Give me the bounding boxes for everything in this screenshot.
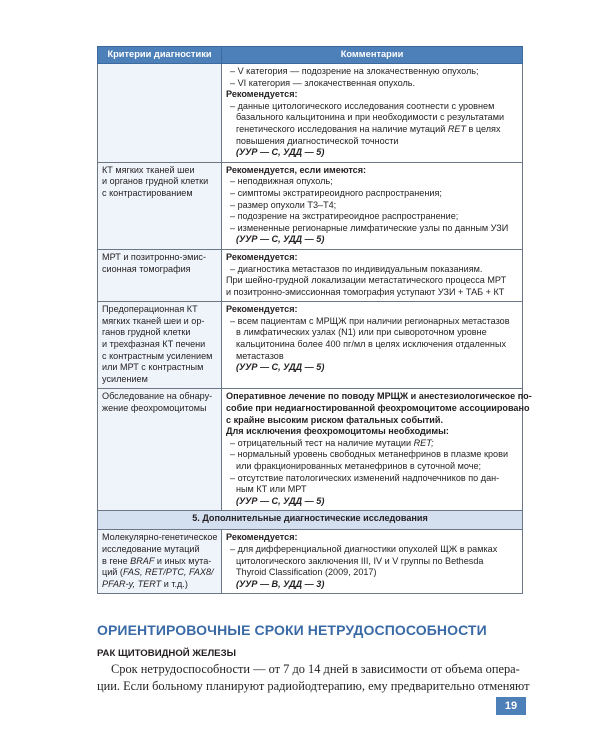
criteria-line: Обследование на обнару- [102, 391, 213, 402]
comment-line: и позитронно-эмиссионная томография уступают УЗИ + ТАБ + КТ [226, 286, 505, 297]
comment-cell [222, 249, 523, 301]
comment-text: генетического исследования на наличие мутаций [236, 123, 448, 134]
recommendation-label: Рекомендуется: [226, 251, 298, 262]
diagnostic-criteria-table [97, 46, 532, 594]
criteria-line: и органов грудной клетки [102, 176, 209, 187]
comment-line: – неподвижная опухоль; [230, 176, 333, 187]
comment-line: – всем пациентам с МРЩЖ при наличии регионарных метастазов [230, 315, 510, 326]
table-header-row [98, 47, 523, 64]
criteria-line: жение феохромоцитомы [102, 403, 207, 414]
table-row [98, 64, 523, 163]
comment-text: в целях [466, 123, 501, 134]
comment-line: ным КТ или МРТ [236, 484, 307, 495]
comment-cell [222, 389, 532, 511]
comment-line [226, 124, 518, 136]
comment-line: – данные цитологического исследования соотнести с уровнем [230, 100, 495, 111]
evidence-grade: (УУР — С, УДД — 5) [236, 495, 325, 506]
gene-name: FAS, RET/PTC, FAX8/ [122, 567, 214, 578]
comment-cell [222, 64, 523, 163]
criteria-line [102, 556, 217, 568]
criteria-cell [98, 249, 222, 301]
comment-cell [222, 530, 523, 594]
comment-line: в лимфатических узлах (N1) или при сывороточном уровне [236, 327, 487, 338]
table-row [98, 302, 523, 389]
recommendation-label: Рекомендуется: [226, 89, 298, 100]
paragraph-line: ции. Если больному планируют радиойодтерапию, ему предварительно отменяют [97, 678, 530, 693]
comment-line: – V категория — подозрение на злокачественную опухоль; [230, 66, 479, 76]
criteria-line [102, 579, 217, 591]
criteria-text: и т.д.) [161, 578, 188, 589]
criteria-line: Предоперационная КТ [102, 304, 198, 315]
comment-line: – симптомы экстратиреоидного распространения; [230, 187, 442, 198]
criteria-line: Молекулярно-генетическое [102, 532, 218, 543]
criteria-line: КТ мягких тканей шеи [102, 164, 195, 175]
page-number: 19 [496, 697, 526, 715]
comment-line: метастазов [236, 350, 284, 361]
comment-line: повышения диагностической точности [236, 135, 399, 146]
comment-line: собие при недиагностированной феохромоцитоме ассоциировано [226, 403, 530, 414]
gene-name: RET; [413, 437, 434, 448]
criteria-line: МРТ и позитронно-эмис- [102, 251, 207, 262]
evidence-grade: (УУР — С, УДД — 5) [236, 234, 325, 245]
section-row [98, 511, 523, 530]
comment-line: – подозрение на экстратиреоидное распространение; [230, 211, 459, 222]
criteria-line [102, 567, 217, 579]
criteria-line: с контрастным усилением [102, 350, 213, 361]
criteria-line: с контрастированием [102, 187, 193, 198]
recommendation-label: Рекомендуется, если имеются: [226, 164, 367, 175]
criteria-text: и иных мута- [154, 555, 212, 566]
criteria-line: и трехфазная КТ печени [102, 339, 206, 350]
comment-line: с крайне высоким риском фатальных событий. [226, 414, 443, 425]
header-criteria: Критерии диагностики [98, 47, 222, 64]
comment-line: Оперативное лечение по поводу МРЩЖ и анестезиологическое по- [226, 391, 532, 402]
comment-line: – VI категория — злокачественная опухоль. [230, 77, 416, 88]
criteria-cell [98, 302, 222, 389]
comment-line [226, 438, 518, 450]
evidence-grade: (УУР — С, УДД — 5) [236, 147, 325, 158]
comment-line: Для исключения феохромоцитомы необходимы: [226, 426, 449, 437]
section-heading: ОРИЕНТИРОВОЧНЫЕ СРОКИ НЕТРУДОСПОСОБНОСТИ [97, 622, 487, 638]
table-row [98, 162, 523, 249]
comment-line: цитологического заключения III, IV и V группы по Bethesda [236, 555, 484, 566]
criteria-cell [98, 162, 222, 249]
section-title: 5. Дополнительные диагностические исследования [98, 511, 523, 530]
table-row [98, 389, 523, 511]
comment-line: – размер опухоли Т3–Т4; [230, 199, 337, 210]
gene-name: RET [447, 123, 466, 134]
comment-line: – нормальный уровень свободных метанефринов в плазме крови [230, 449, 509, 460]
comment-line: – диагностика метастазов по индивидуальным показаниям. [230, 263, 483, 274]
comment-text: – отрицательный тест на наличие мутации [230, 437, 414, 448]
criteria-cell [98, 389, 222, 511]
comment-cell [222, 162, 523, 249]
comment-line: или фракционированных метанефринов в суточной моче; [236, 461, 482, 471]
gene-name: PFAR-у, TERT [102, 578, 162, 589]
evidence-grade: (УУР — С, УДД — 5) [236, 362, 325, 373]
comment-line: При шейно-грудной локализации метастатического процесса МРТ [226, 275, 507, 286]
comment-line: – для дифференциальной диагностики опухолей ЩЖ в рамках [230, 543, 498, 554]
comment-line: – отсутствие патологических изменений надпочечников по дан- [230, 472, 500, 483]
recommendation-label: Рекомендуется: [226, 304, 298, 315]
gene-name: BRAF [130, 555, 155, 566]
comment-cell [222, 302, 523, 389]
criteria-text: ций ( [102, 567, 123, 578]
criteria-line: или МРТ с контрастным [102, 362, 204, 373]
criteria-line: мягких тканей шеи и ор- [102, 315, 205, 326]
recommendation-label: Рекомендуется: [226, 532, 298, 543]
header-comments: Комментарии [222, 47, 523, 64]
criteria-cell [98, 64, 222, 163]
paragraph-line: Срок нетрудоспособности — от 7 до 14 дней в зависимости от объема опера- [111, 662, 520, 676]
evidence-grade: (УУР — В, УДД — 3) [236, 578, 325, 589]
body-paragraph [97, 661, 530, 694]
table-row [98, 249, 523, 301]
criteria-line: усилением [102, 373, 148, 384]
criteria-line: ганов грудной клетки [102, 327, 191, 338]
criteria-line: сионная томография [102, 263, 191, 274]
criteria-line: исследование мутаций [102, 543, 200, 554]
table-row [98, 530, 523, 594]
comment-line: базального кальцитонина и при необходимости с результатами [236, 112, 505, 123]
comment-line: Thyroid Classification (2009, 2017) [236, 567, 377, 578]
criteria-cell [98, 530, 222, 594]
criteria-text: в гене [102, 555, 131, 566]
comment-line: – измененные регионарные лимфатические узлы по данным УЗИ [230, 222, 509, 233]
comment-line: кальцитонина более 400 пг/мл в целях исключения отдаленных [236, 339, 507, 350]
section-subheading: РАК ЩИТОВИДНОЙ ЖЕЛЕЗЫ [97, 648, 236, 659]
